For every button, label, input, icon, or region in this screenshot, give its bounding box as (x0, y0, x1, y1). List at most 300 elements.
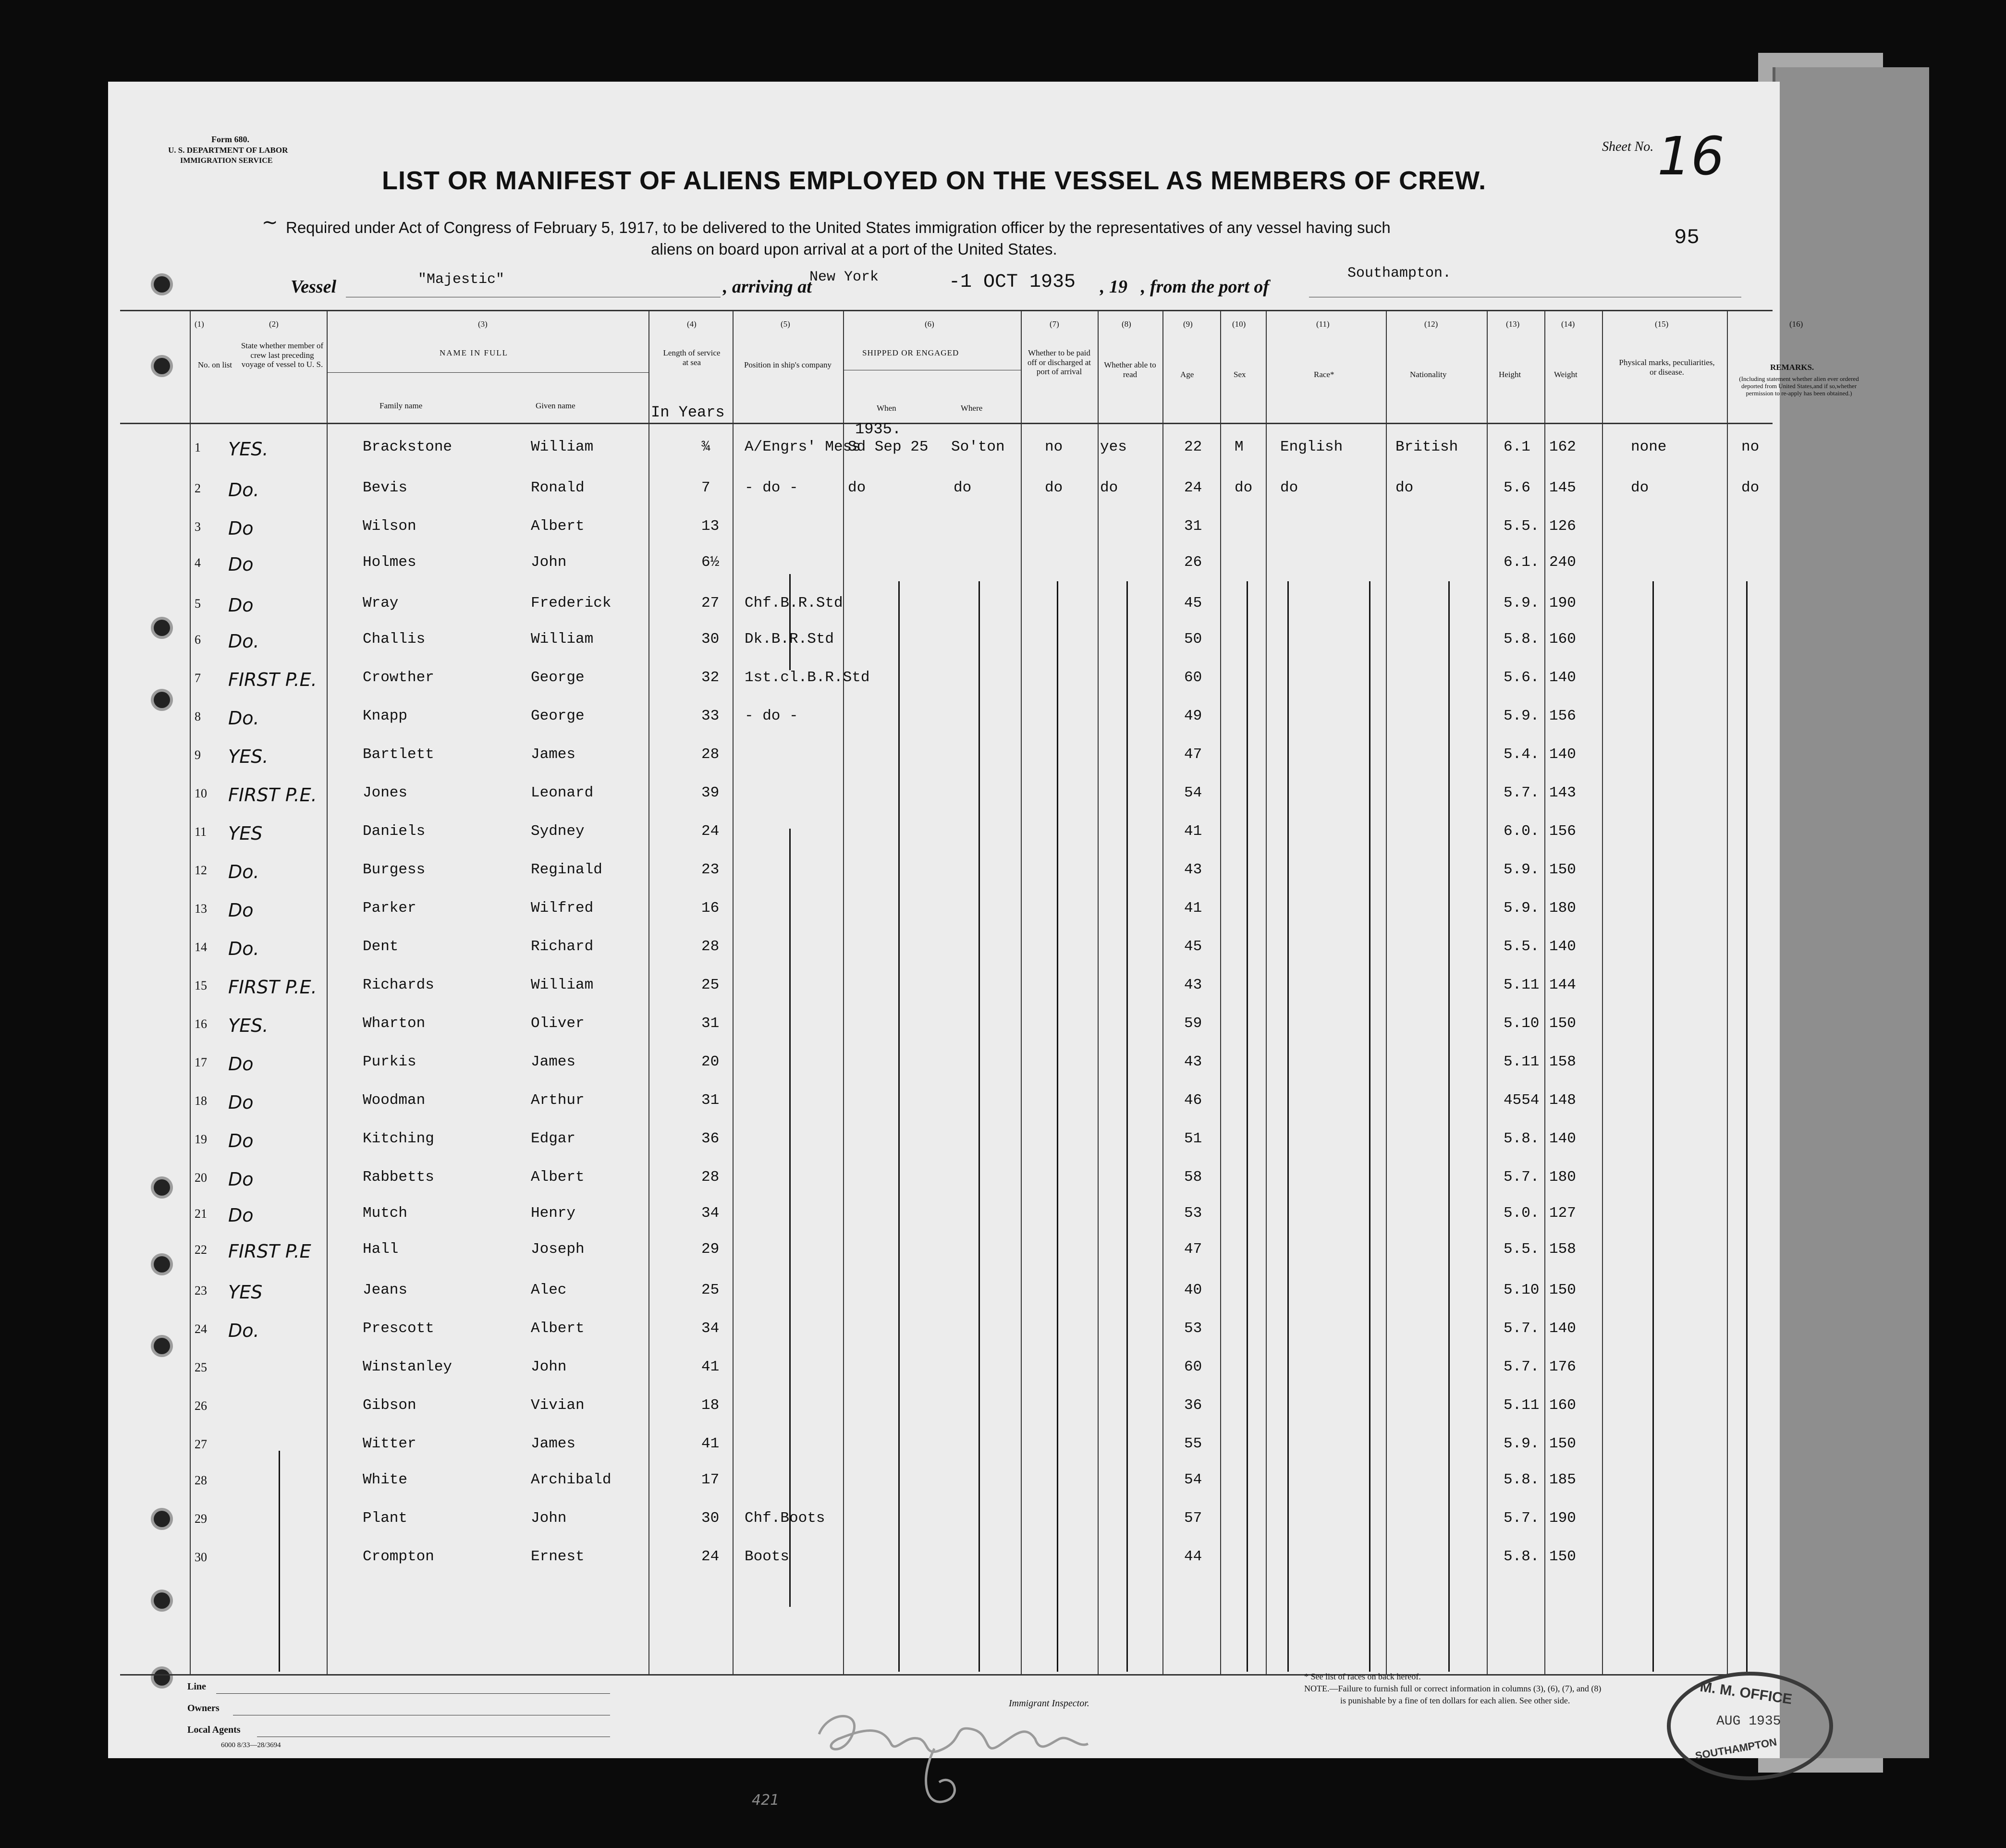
inspector-label: Immigrant Inspector. (1009, 1698, 1089, 1709)
family-name: Richards (363, 977, 434, 993)
age: 41 (1184, 823, 1202, 840)
row-number: 11 (195, 825, 207, 839)
row-number: 21 (195, 1207, 207, 1221)
family-name: Challis (363, 631, 426, 648)
age: 50 (1184, 631, 1202, 648)
age: 40 (1184, 1282, 1202, 1298)
service-years: 6½ (701, 554, 720, 571)
col-num-15: (15) (1655, 319, 1669, 329)
family-name: Prescott (363, 1320, 434, 1337)
shipped-when: Sd Sep 25 (848, 439, 929, 455)
col-num-9: (9) (1183, 319, 1193, 329)
col-header-nationality: Nationality (1410, 370, 1447, 379)
table-row (108, 819, 1780, 853)
remarks: no (1741, 439, 1760, 455)
prev-voyage-status: Do (228, 1053, 254, 1075)
vessel-name: "Majestic" (418, 271, 505, 288)
height: 5.8. (1504, 1130, 1540, 1147)
height: 5.11 (1504, 1053, 1540, 1070)
service-label: IMMIGRATION SERVICE (180, 157, 273, 165)
table-row (108, 435, 1780, 468)
physical-marks: do (1631, 479, 1649, 496)
remarks: do (1741, 479, 1760, 496)
from-port: Southampton. (1347, 265, 1452, 281)
service-years: 24 (701, 1548, 720, 1565)
col-num-7: (7) (1050, 319, 1059, 329)
weight: 160 (1549, 631, 1576, 648)
weight: 176 (1549, 1358, 1576, 1375)
given-name: Edgar (531, 1130, 576, 1147)
page-mark: 95 (1674, 226, 1700, 250)
prev-voyage-status: FIRST P.E. (228, 669, 317, 690)
row-number: 25 (195, 1360, 207, 1374)
binder-hole (154, 358, 170, 374)
prev-voyage-status: Do (228, 900, 254, 921)
row-number: 3 (195, 520, 201, 534)
weight: 140 (1549, 746, 1576, 763)
age: 47 (1184, 1241, 1202, 1258)
age: 54 (1184, 1471, 1202, 1488)
weight: 148 (1549, 1092, 1576, 1109)
col-num-6: (6) (925, 319, 934, 329)
physical-marks: none (1631, 439, 1667, 455)
height: 5.10 (1504, 1282, 1540, 1298)
service-years: 34 (701, 1205, 720, 1222)
prev-voyage-status: YES (228, 823, 263, 844)
age: 43 (1184, 861, 1202, 878)
table-row (108, 896, 1780, 930)
stamp-bottom-text: SOUTHAMPTON (1694, 1736, 1778, 1762)
table-row (108, 1050, 1780, 1083)
shipped-when: do (848, 479, 866, 496)
row-number: 15 (195, 979, 207, 992)
row-number: 23 (195, 1284, 207, 1297)
weight: 145 (1549, 479, 1576, 496)
prev-voyage-status: Do. (228, 479, 259, 501)
table-bottom-rule (120, 1674, 1773, 1676)
given-name: John (531, 1510, 567, 1527)
col-header-paid-off: Whether to be paid off or discharged at port of arrival (1027, 348, 1091, 377)
table-row (108, 1126, 1780, 1160)
able-to-read: do (1100, 479, 1118, 496)
service-years: 7 (701, 479, 710, 496)
note-line2: is punishable by a fine of ten dollars for each alien. See other side. (1340, 1696, 1570, 1705)
in-years-label: In Years (651, 404, 725, 421)
paid-off: no (1045, 439, 1063, 455)
position: - do - (745, 708, 798, 724)
height: 5.9. (1504, 1435, 1540, 1452)
table-row (108, 1088, 1780, 1122)
family-name: Woodman (363, 1092, 426, 1109)
family-name: Purkis (363, 1053, 416, 1070)
age: 59 (1184, 1015, 1202, 1032)
age: 57 (1184, 1510, 1202, 1527)
col-header-position: Position in ship's company (744, 360, 832, 369)
family-name: Rabbetts (363, 1169, 434, 1186)
sheet-number: 16 (1657, 125, 1725, 187)
table-row (108, 1468, 1780, 1501)
age: 45 (1184, 938, 1202, 955)
table-row (108, 1316, 1780, 1350)
family-name: Wilson (363, 518, 416, 535)
table-row (108, 704, 1780, 737)
weight: 143 (1549, 784, 1576, 801)
age: 54 (1184, 784, 1202, 801)
subtitle-line1: Required under Act of Congress of February 5, 1917, to be delivered to the United States immigration officer by the representatives of any vessel having such (286, 219, 1391, 236)
col-header-family-name: Family name (379, 401, 423, 410)
col-num-13: (13) (1506, 319, 1520, 329)
given-name: Leonard (531, 784, 594, 801)
table-row (108, 550, 1780, 584)
weight: 162 (1549, 439, 1576, 455)
weight: 150 (1549, 1015, 1576, 1032)
height: 6.0. (1504, 823, 1540, 840)
prev-voyage-status: Do (228, 595, 254, 616)
col-header-age: Age (1180, 370, 1194, 379)
service-years: 31 (701, 1092, 720, 1109)
subtitle-line2: aliens on board upon arrival at a port of the United States. (651, 240, 1057, 258)
weight: 140 (1549, 938, 1576, 955)
weight: 158 (1549, 1053, 1576, 1070)
col-header-name: NAME IN FULL (440, 348, 508, 357)
prev-voyage-status: Do. (228, 631, 259, 652)
position: - do - (745, 479, 798, 496)
col-num-8: (8) (1122, 319, 1131, 329)
footer-agents-label: Local Agents (187, 1725, 241, 1735)
position: A/Engrs' Mess (745, 439, 861, 455)
binder-hole (154, 1592, 170, 1609)
family-name: Bevis (363, 479, 408, 496)
prev-voyage-status: FIRST P.E (228, 1241, 311, 1262)
col-header-able-read: Whether able to read (1104, 360, 1156, 379)
family-name: Holmes (363, 554, 416, 571)
col-num-1: (1) (195, 319, 204, 329)
service-years: 17 (701, 1471, 720, 1488)
prev-voyage-status: FIRST P.E. (228, 784, 317, 806)
col-num-14: (14) (1561, 319, 1575, 329)
prev-voyage-status: FIRST P.E. (228, 977, 317, 998)
row-number: 13 (195, 902, 207, 916)
family-name: Wharton (363, 1015, 426, 1032)
age: 60 (1184, 1358, 1202, 1375)
row-number: 18 (195, 1094, 207, 1108)
col-header-weight: Weight (1554, 370, 1578, 379)
stamp-top-text: M. M. OFFICE (1699, 1678, 1793, 1708)
col-num-5: (5) (781, 319, 790, 329)
height: 5.9. (1504, 861, 1540, 878)
table-row (108, 1011, 1780, 1045)
row-number: 2 (195, 481, 201, 495)
row-number: 7 (195, 671, 201, 685)
col-header-when: When (877, 404, 896, 413)
height: 5.6. (1504, 669, 1540, 686)
table-row (108, 1201, 1780, 1235)
col-num-10: (10) (1232, 319, 1246, 329)
footer-line-label: Line (187, 1681, 206, 1692)
row-number: 19 (195, 1132, 207, 1146)
height: 5.5. (1504, 938, 1540, 955)
given-name: Oliver (531, 1015, 585, 1032)
col-num-16: (16) (1789, 319, 1803, 329)
col-header-sex: Sex (1234, 370, 1246, 379)
prev-voyage-status: Do. (228, 938, 259, 959)
height: 5.9. (1504, 595, 1540, 612)
table-row (108, 1355, 1780, 1388)
prev-voyage-status: Do (228, 554, 254, 575)
weight: 150 (1549, 1548, 1576, 1565)
position: Boots (745, 1548, 790, 1565)
arriving-port: New York (809, 269, 879, 285)
age: 46 (1184, 1092, 1202, 1109)
age: 45 (1184, 595, 1202, 612)
service-years: 39 (701, 784, 720, 801)
sex: M (1235, 439, 1244, 455)
service-years: 18 (701, 1397, 720, 1414)
given-name: Albert (531, 1169, 585, 1186)
height: 5.7. (1504, 1320, 1540, 1337)
height: 5.7. (1504, 1510, 1540, 1527)
row-number: 30 (195, 1550, 207, 1564)
height: 5.5. (1504, 1241, 1540, 1258)
prev-voyage-status: Do. (228, 1320, 259, 1341)
family-name: Gibson (363, 1397, 416, 1414)
position: Chf.Boots (745, 1510, 825, 1527)
position: Dk.B.R.Std (745, 631, 834, 648)
inspector-signature (809, 1705, 1107, 1816)
prev-voyage-status: YES. (228, 746, 269, 767)
page-title: LIST OR MANIFEST OF ALIENS EMPLOYED ON THE VESSEL AS MEMBERS OF CREW. (382, 166, 1487, 195)
given-name: John (531, 1358, 567, 1375)
table-top-rule (120, 310, 1773, 311)
race: English (1280, 439, 1343, 455)
stamp-date: AUG 1935 (1716, 1714, 1781, 1729)
row-number: 16 (195, 1017, 207, 1031)
footer-line-rule (216, 1693, 610, 1694)
table-row (108, 1278, 1780, 1311)
family-name: Burgess (363, 861, 426, 878)
height: 5.8. (1504, 1471, 1540, 1488)
from-port-label: , from the port of (1141, 277, 1270, 297)
given-name: William (531, 631, 594, 648)
given-name: Albert (531, 518, 585, 535)
weight: 158 (1549, 1241, 1576, 1258)
weight: 180 (1549, 900, 1576, 917)
weight: 156 (1549, 823, 1576, 840)
service-years: ¾ (701, 439, 710, 455)
given-name: Albert (531, 1320, 585, 1337)
family-name: Wray (363, 595, 399, 612)
age: 22 (1184, 439, 1202, 455)
table-row (108, 1544, 1780, 1578)
family-name: Jones (363, 784, 408, 801)
race: do (1280, 479, 1298, 496)
form-number: Form 680. (211, 135, 249, 144)
given-name: Arthur (531, 1092, 585, 1109)
service-years: 31 (701, 1015, 720, 1032)
col-header-race: Race* (1314, 370, 1334, 379)
row-number: 28 (195, 1473, 207, 1487)
table-row (108, 514, 1780, 548)
service-years: 23 (701, 861, 720, 878)
height: 5.7. (1504, 1358, 1540, 1375)
service-years: 32 (701, 669, 720, 686)
prev-voyage-status: Do (228, 1205, 254, 1226)
note-races: * See list of races on back hereof. (1304, 1672, 1421, 1681)
shipped-where: do (954, 479, 972, 496)
table-row (108, 1237, 1780, 1271)
height: 5.7. (1504, 1169, 1540, 1186)
family-name: Parker (363, 900, 416, 917)
weight: 190 (1549, 595, 1576, 612)
footer-owners-label: Owners (187, 1703, 220, 1713)
given-name: Vivian (531, 1397, 585, 1414)
age: 43 (1184, 977, 1202, 993)
age: 53 (1184, 1205, 1202, 1222)
age: 47 (1184, 746, 1202, 763)
col-header-prev-voyage: State whether member of crew last preceding voyage of vessel to U. S. (241, 341, 324, 369)
prev-voyage-status: Do (228, 1092, 254, 1113)
prev-voyage-status: Do. (228, 708, 259, 729)
vessel-label: Vessel (291, 277, 336, 297)
mm-office-stamp (1667, 1672, 1833, 1780)
position: Chf.B.R.Std (745, 595, 843, 612)
row-number: 10 (195, 786, 207, 800)
family-name: Crowther (363, 669, 434, 686)
row-number: 14 (195, 940, 207, 954)
service-years: 13 (701, 518, 720, 535)
weight: 160 (1549, 1397, 1576, 1414)
arrival-date-stamp: -1 OCT 1935 (949, 271, 1076, 293)
col-header-remarks: REMARKS. (1770, 363, 1814, 372)
prev-voyage-status: Do (228, 518, 254, 539)
row-number: 9 (195, 748, 201, 762)
table-row (108, 1506, 1780, 1540)
given-name: Alec (531, 1282, 567, 1298)
header-bottom-rule (120, 423, 1773, 424)
row-number: 24 (195, 1322, 207, 1336)
prev-voyage-status: YES (228, 1282, 263, 1303)
position: 1st.cl.B.R.Std (745, 669, 870, 686)
table-row (108, 934, 1780, 968)
height: 6.1. (1504, 554, 1540, 571)
service-years: 30 (701, 1510, 720, 1527)
service-years: 28 (701, 938, 720, 955)
weight: 144 (1549, 977, 1576, 993)
age: 24 (1184, 479, 1202, 496)
family-name: Crompton (363, 1548, 434, 1565)
height: 5.4. (1504, 746, 1540, 763)
age: 53 (1184, 1320, 1202, 1337)
scribble-mark: ~ (262, 211, 278, 233)
row-number: 1 (195, 441, 201, 454)
given-name: Sydney (531, 823, 585, 840)
col-header-no: No. on list (197, 360, 232, 369)
age: 31 (1184, 518, 1202, 535)
col-num-12: (12) (1424, 319, 1438, 329)
weight: 150 (1549, 1435, 1576, 1452)
manifest-sheet (108, 82, 1859, 1809)
binder-hole (154, 1669, 170, 1686)
service-years: 34 (701, 1320, 720, 1337)
table-row (108, 857, 1780, 891)
prev-voyage-status: Do (228, 1130, 254, 1151)
family-name: Witter (363, 1435, 416, 1452)
row-number: 17 (195, 1055, 207, 1069)
given-name: James (531, 1435, 576, 1452)
service-years: 41 (701, 1435, 720, 1452)
given-name: James (531, 746, 576, 763)
nationality: British (1395, 439, 1458, 455)
given-name: George (531, 669, 585, 686)
row-number: 8 (195, 710, 201, 723)
row-number: 5 (195, 597, 201, 611)
prev-voyage-status: YES. (228, 1015, 269, 1036)
service-years: 20 (701, 1053, 720, 1070)
service-years: 28 (701, 1169, 720, 1186)
paid-off: do (1045, 479, 1063, 496)
height: 5.7. (1504, 784, 1540, 801)
weight: 156 (1549, 708, 1576, 724)
footer-print-code: 6000 8/33—28/3694 (221, 1741, 281, 1749)
able-to-read: yes (1100, 439, 1127, 455)
family-name: Dent (363, 938, 399, 955)
age: 51 (1184, 1130, 1202, 1147)
service-years: 29 (701, 1241, 720, 1258)
service-years: 41 (701, 1358, 720, 1375)
given-name: John (531, 554, 567, 571)
given-name: George (531, 708, 585, 724)
height: 5.9. (1504, 708, 1540, 724)
weight: 126 (1549, 518, 1576, 535)
col-num-4: (4) (687, 319, 697, 329)
weight: 150 (1549, 861, 1576, 878)
weight: 185 (1549, 1471, 1576, 1488)
col-header-where: Where (961, 404, 983, 413)
age: 55 (1184, 1435, 1202, 1452)
service-years: 25 (701, 1282, 720, 1298)
weight: 180 (1549, 1169, 1576, 1186)
table-row (108, 627, 1780, 661)
col-header-physical-marks: Physical marks, peculiarities, or disease. (1619, 358, 1715, 377)
shipped-where: So'ton (951, 439, 1005, 455)
weight: 140 (1549, 1130, 1576, 1147)
service-years: 27 (701, 595, 720, 612)
height: 5.11 (1504, 1397, 1540, 1414)
given-name: Henry (531, 1205, 576, 1222)
row-number: 27 (195, 1437, 207, 1451)
given-name: Richard (531, 938, 594, 955)
table-row (108, 1393, 1780, 1427)
table-row (108, 1165, 1780, 1199)
given-name: Wilfred (531, 900, 594, 917)
row-number: 29 (195, 1512, 207, 1526)
given-name: Ernest (531, 1548, 585, 1565)
table-row (108, 781, 1780, 814)
given-name: Archibald (531, 1471, 612, 1488)
height: 5.6 (1504, 479, 1530, 496)
table-row (108, 476, 1780, 509)
name-subrule (327, 372, 648, 373)
age: 36 (1184, 1397, 1202, 1414)
sex: do (1235, 479, 1253, 496)
service-years: 25 (701, 977, 720, 993)
height: 5.10 (1504, 1015, 1540, 1032)
department-label: U. S. DEPARTMENT OF LABOR (168, 146, 288, 155)
height: 4554 (1504, 1092, 1540, 1109)
height: 5.0. (1504, 1205, 1540, 1222)
family-name: Plant (363, 1510, 408, 1527)
height: 6.1 (1504, 439, 1530, 455)
